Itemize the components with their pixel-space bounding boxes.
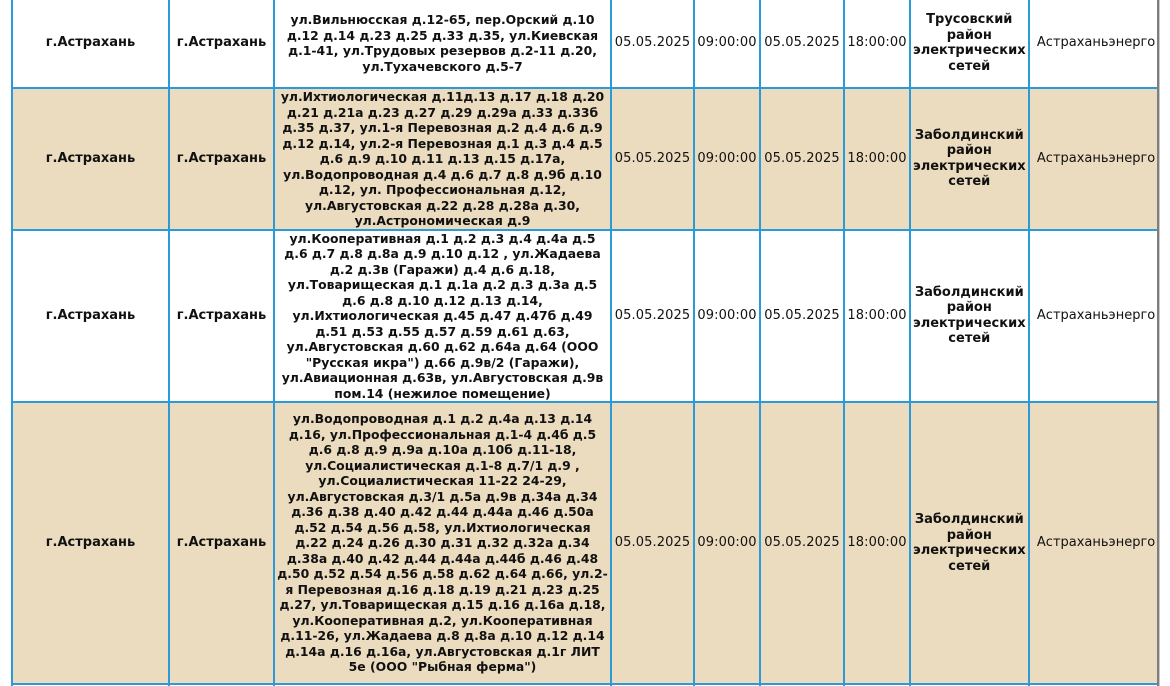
city-cell: г.Астрахань [169, 88, 274, 230]
end-time-cell: 18:00:00 [844, 0, 910, 88]
end-date-cell: 05.05.2025 [760, 402, 844, 684]
start-date-cell: 05.05.2025 [611, 0, 694, 88]
end-date-cell: 05.05.2025 [760, 230, 844, 403]
end-time-cell: 18:00:00 [844, 230, 910, 403]
addresses-cell: ул.Ихтиологическая д.11д.13 д.17 д.18 д.20 д.21 д.21а д.23 д.27 д.29 д.29а д.33 д.33б д.35 д.37, ул.1-я Перевозная д.2 д.4 д.6 д.9 д.12 д.14, ул.2-я Перевозная д.1 д.3 д.4 д.5 д.6 д.9 д.10 д.11 д.13 д.15 д.17а, ул.Водопроводная д.4 д.6 д.7 д.8 д.9б д.10 д.12, ул. Профессиональная д.12, ул.Августовская д.22 д.28 д.28а д.30, ул.Астрономическая д.9 [274, 88, 611, 230]
end-date-cell: 05.05.2025 [760, 88, 844, 230]
end-time-cell: 18:00:00 [844, 402, 910, 684]
city-cell: г.Астрахань [169, 0, 274, 88]
region-cell: г.Астрахань [12, 230, 169, 403]
district-cell: Заболдинский район электрических сетей [910, 230, 1029, 403]
table-row [12, 402, 1164, 684]
end-date-cell: 05.05.2025 [760, 0, 844, 88]
start-time-cell: 09:00:00 [694, 88, 760, 230]
outage-table [11, 0, 1165, 686]
end-time-cell: 18:00:00 [844, 88, 910, 230]
district-cell: Заболдинский район электрических сетей [910, 402, 1029, 684]
region-cell: г.Астрахань [12, 402, 169, 684]
district-cell: Заболдинский район электрических сетей [910, 88, 1029, 230]
start-time-cell: 09:00:00 [694, 402, 760, 684]
table-row [12, 88, 1164, 230]
city-cell: г.Астрахань [169, 402, 274, 684]
city-cell: г.Астрахань [169, 230, 274, 403]
addresses-cell: ул.Кооперативная д.1 д.2 д.3 д.4 д.4а д.5 д.6 д.7 д.8 д.8а д.9 д.10 д.12 , ул.Жадаева д.2 д.3в (Гаражи) д.4 д.6 д.18, ул.Товарищеская д.1 д.1а д.2 д.3 д.3а д.5 д.6 д.8 д.10 д.12 д.13 д.14, ул.Ихтиологическая д.45 д.47 д.47б д.49 д.51 д.53 д.55 д.57 д.59 д.61 д.63, ул.Августовская д.60 д.62 д.64а д.64 (ООО "Русская икра") д.66 д.9в/2 (Гаражи), ул.Авиационная д.63в, ул.Августовская д.9в пом.14 (нежилое помещение) [274, 230, 611, 403]
start-date-cell: 05.05.2025 [611, 230, 694, 403]
scrollbar-track[interactable] [1159, 0, 1170, 686]
table-row [12, 0, 1164, 88]
start-time-cell: 09:00:00 [694, 230, 760, 403]
table-row [12, 230, 1164, 403]
addresses-cell: ул.Водопроводная д.1 д.2 д.4а д.13 д.14 д.16, ул.Профессиональная д.1-4 д.4б д.5 д.6 д.8 д.9 д.9а д.10а д.10б д.11-18, ул.Социалистическая д.1-8 д.7/1 д.9 , ул.Социалистическая 11-22 24-29, ул.Августовская д.3/1 д.5а д.9в д.34а д.34 д.36 д.38 д.40 д.42 д.44 д.44а д.46 д.50а д.52 д.54 д.56 д.58, ул.Ихтиологическая д.22 д.24 д.26 д.30 д.31 д.32 д.32а д.34 д.38а д.40 д.42 д.44 д.44а д.44б д.46 д.48 д.50 д.52 д.54 д.56 д.58 д.62 д.64 д.66, ул.2-я Перевозная д.16 д.18 д.19 д.21 д.23 д.25 д.27, ул.Товарищеская д.15 д.16 д.16а д.18, ул.Кооперативная д.2, ул.Кооперативная д.11-26, ул.Жадаева д.8 д.8а д.10 д.12 д.14 д.14а д.16 д.16а, ул.Августовская д.1г ЛИТ 5е (ООО "Рыбная ферма") [274, 402, 611, 684]
region-cell: г.Астрахань [12, 88, 169, 230]
start-date-cell: 05.05.2025 [611, 88, 694, 230]
addresses-cell: ул.Вильнюсская д.12-65, пер.Орский д.10 д.12 д.14 д.23 д.25 д.33 д.35, ул.Киевская д.1-41, ул.Трудовых резервов д.2-11 д.20, ул.Тухачевского д.5-7 [274, 0, 611, 88]
district-cell: Трусовский район электрических сетей [910, 0, 1029, 88]
start-time-cell: 09:00:00 [694, 0, 760, 88]
start-date-cell: 05.05.2025 [611, 402, 694, 684]
region-cell: г.Астрахань [12, 0, 169, 88]
organization-cell: Астраханьэнерго [1029, 402, 1164, 684]
organization-cell: Астраханьэнерго [1029, 230, 1164, 403]
organization-cell: Астраханьэнерго [1029, 0, 1164, 88]
organization-cell: Астраханьэнерго [1029, 88, 1164, 230]
